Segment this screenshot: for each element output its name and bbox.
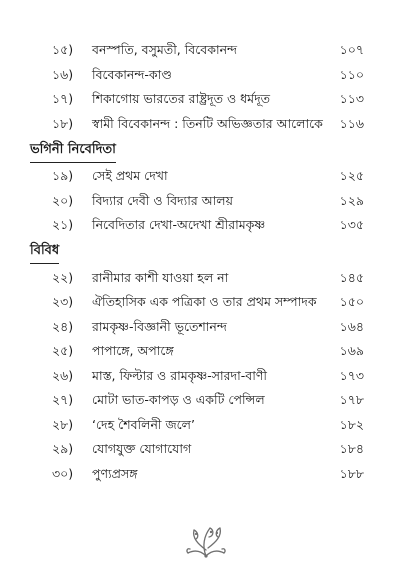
toc-entry-number: ২৮) [52,416,74,432]
toc-entry-17 [0,87,412,112]
toc-entry-title: পাপাঙ্গে, অপাঙ্গে [92,343,174,358]
toc-entry-24 [0,315,412,340]
toc-entry-title: মাস্ত, ফিল্টার ও রামকৃষ্ণ-সারদা-বাণী [92,367,267,383]
toc-entry-number: ২০) [52,192,74,208]
toc-entry-26 [0,364,412,389]
toc-entry-title: স্বামী বিবেকানন্দ : তিনটি অভিজ্ঞতার আলোকে [92,115,323,131]
toc-entry-page: ১৬৪ [339,318,364,334]
toc-entry-title: পুণ্যপ্রসঙ্গ [92,465,138,481]
toc-entry-title: ঐতিহাসিক এক পত্রিকা ও তার প্রথম সম্পাদক [92,294,317,309]
toc-entry-page: ১১০ [339,66,364,82]
section-heading-text: বিবিধ [30,241,59,264]
toc-entry-title: বিদ্যার দেবী ও বিদ্যার আলয় [92,192,233,208]
toc-entry-number: ৩০) [52,465,74,481]
toc-entry-number: ২১) [52,217,74,232]
floral-ornament-icon [180,520,232,560]
toc-entry-number: ২৭) [52,392,74,407]
toc-entry-number: ২৪) [52,318,74,334]
toc-entry-title: ‘দেহ শৈবলিনী জলে’ [92,416,195,432]
toc-entry-25 [0,339,412,364]
toc-entry-title: নিবেদিতার দেখা-অদেখা শ্রীরামকৃষ্ণ [92,217,266,232]
toc-entry-21 [0,213,412,238]
section-heading-text: ভগিনী নিবেদিতা [30,140,116,163]
toc-entry-page: ১৬৯ [339,343,364,358]
toc-entry-page: ১৭৮ [339,392,364,407]
toc-entry-23 [0,290,412,315]
toc-entry-page: ১২৫ [339,168,364,183]
toc-section-misc [0,240,412,487]
toc-entry-19 [0,164,412,189]
toc-entry-16 [0,63,412,88]
toc-entry-page: ১৮২ [339,416,364,432]
toc-entry-number: ১৫) [52,42,74,57]
toc-entry-title: বিবেকানন্দ-কাণ্ড [92,66,172,82]
toc-entry-page: ১৭৩ [339,367,364,383]
toc-entry-number: ১৮) [52,115,74,131]
toc-entry-title: রানীমার কাশী যাওয়া হল না [92,269,229,285]
toc-entry-title: যোগযুক্ত যোগাযোগ [92,441,192,456]
toc-entry-page: ১৪৫ [339,269,364,285]
section-heading [0,240,412,266]
toc-entry-page: ১০৭ [339,42,364,57]
toc-section-vivekananda [0,38,412,136]
toc-entry-22 [0,266,412,291]
toc-entry-title: রামকৃষ্ণ-বিজ্ঞানী ভূতেশানন্দ [92,318,227,334]
toc-entry-title: সেই প্রথম দেখা [92,168,168,183]
toc-entry-28 [0,413,412,438]
toc-entry-29 [0,437,412,462]
toc-entry-20 [0,189,412,214]
toc-entry-page: ১৫০ [339,294,364,309]
toc-entry-15 [0,38,412,63]
toc-entry-title: শিকাগোয় ভারতের রাষ্ট্রদূত ও ধর্মদূত [92,91,271,106]
toc-entry-title: মোটা ভাত-কাপড় ও একটি পেন্সিল [92,392,265,407]
section-heading [0,138,412,164]
toc-entry-number: ১৬) [52,66,74,82]
toc-entry-title: বনস্পতি, বসুমতী, বিবেকানন্দ [92,42,238,57]
toc-entry-page: ১২৯ [339,192,364,208]
toc-entry-18 [0,112,412,137]
toc-entry-page: ১৩৫ [339,217,364,232]
toc-entry-page: ১৮৪ [339,441,364,456]
toc-section-nivedita [0,138,412,238]
toc-entry-30 [0,462,412,487]
toc-entry-number: ১৭) [52,91,74,106]
toc-entry-page: ১৮৮ [339,465,364,481]
toc-entry-number: ২২) [52,269,74,285]
toc-entry-27 [0,388,412,413]
toc-entry-page: ১১৬ [339,115,364,131]
toc-entry-number: ২৯) [52,441,74,456]
toc-entry-number: ১৯) [52,168,74,183]
toc-entry-page: ১১৩ [339,91,364,106]
toc-entry-number: ২৩) [52,294,74,309]
toc-entry-number: ২৬) [52,367,74,383]
toc-entry-number: ২৫) [52,343,74,358]
